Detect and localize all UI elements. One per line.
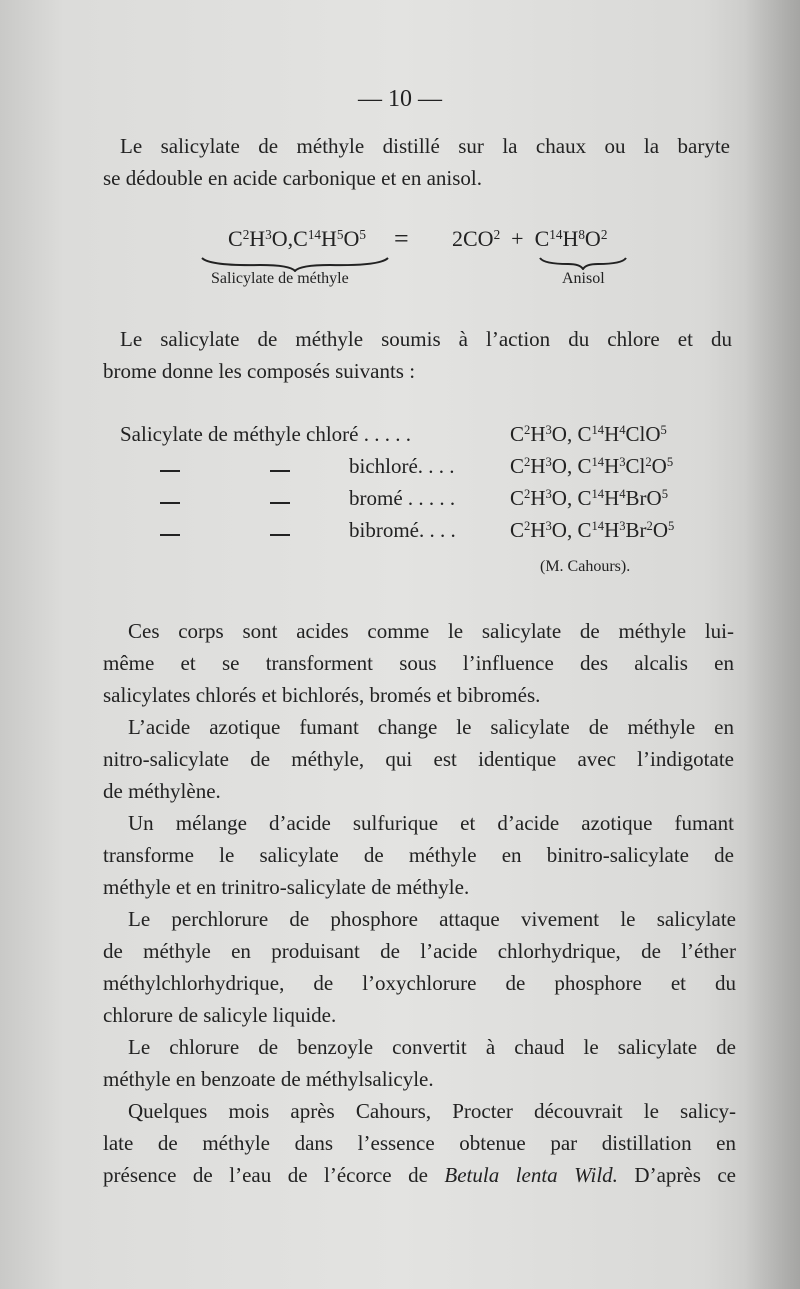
compound-formula: $C^2H^3O$, $C^{14}H^4BrO^5$ xyxy=(510,486,668,510)
para4-line-3: de méthylène. xyxy=(103,779,221,803)
para7-line-2: méthyle en benzoate de méthylsalicyle. xyxy=(103,1067,434,1091)
para8-line-3-start: présence de l’eau de l’écorce de xyxy=(103,1163,445,1187)
para5-line-2: transforme le salicylate de méthyle en binitro-salicylate de xyxy=(103,843,734,867)
ditto-mark xyxy=(270,520,310,552)
ditto-mark xyxy=(160,456,200,488)
para8-line-2: late de méthyle dans l’essence obtenue par distillation en xyxy=(103,1131,736,1155)
ditto-mark xyxy=(160,520,200,552)
para5-line-3: méthyle et en trinitro-salicylate de méthyle. xyxy=(103,875,470,899)
equation-equals: = xyxy=(394,224,409,253)
para3-line-1: Ces corps sont acides comme le salicylate de méthyle lui- xyxy=(128,619,734,643)
brace-right xyxy=(538,256,628,270)
para8-line-1: Quelques mois après Cahours, Procter découvrait le salicy- xyxy=(128,1099,736,1123)
equation-left: $C^2H^3O,C^{14}H^5O^5$ xyxy=(228,226,366,251)
para6-line-2: de méthyle en produisant de l’acide chlorhydrique, de l’éther xyxy=(103,939,736,963)
para3-line-3: salicylates chlorés et bichlorés, bromés et bibromés. xyxy=(103,683,541,707)
page-edge-shadow xyxy=(745,0,800,1289)
para7-line-1: Le chlorure de benzoyle convertit à chaud le salicylate de xyxy=(128,1035,736,1059)
para8-line-3-end: D’après ce xyxy=(617,1163,736,1187)
label-anisol: Anisol xyxy=(562,270,605,287)
para6-line-4: chlorure de salicyle liquide. xyxy=(103,1003,337,1027)
page-number: — 10 — xyxy=(358,86,442,112)
label-methyl-salicylate: Salicylate de méthyle xyxy=(211,270,349,287)
intro-line-2: se dédouble en acide carbonique et en anisol. xyxy=(103,166,483,190)
species-name: Betula lenta Wild. xyxy=(444,1163,618,1187)
source-citation: (M. Cahours). xyxy=(540,558,631,575)
compound-name: Salicylate de méthyle chloré . . . . . xyxy=(120,422,411,446)
compound-name: bromé . . . . . xyxy=(349,486,456,510)
para2-line-1: Le salicylate de méthyle soumis à l’action du chlore et du xyxy=(120,327,732,351)
para5-line-1: Un mélange d’acide sulfurique et d’acide azotique fumant xyxy=(128,811,734,835)
ditto-mark xyxy=(270,456,310,488)
para4-line-1: L’acide azotique fumant change le salicylate de méthyle en xyxy=(128,715,734,739)
para4-line-2: nitro-salicylate de méthyle, qui est identique avec l’indigotate xyxy=(103,747,734,771)
para6-line-1: Le perchlorure de phosphore attaque vivement le salicylate xyxy=(128,907,736,931)
compound-name: bichloré. . . . xyxy=(349,454,455,478)
intro-line-1: Le salicylate de méthyle distillé sur la chaux ou la baryte xyxy=(120,134,730,158)
compound-name: bibromé. . . . xyxy=(349,518,456,542)
equation-right: $2CO^2 + C^{14}H^8O^2$ xyxy=(452,226,608,251)
compound-formula: $C^2H^3O$, $C^{14}H^4ClO^5$ xyxy=(510,422,667,446)
para8-line-3 xyxy=(103,1159,736,1191)
ditto-mark xyxy=(160,488,200,520)
para2-line-2: brome donne les composés suivants : xyxy=(103,359,416,383)
compound-formula: $C^2H^3O$, $C^{14}H^3Cl^2O^5$ xyxy=(510,454,674,478)
compound-formula: $C^2H^3O$, $C^{14}H^3Br^2O^5$ xyxy=(510,518,675,542)
para6-line-3: méthylchlorhydrique, de l’oxychlorure de phosphore et du xyxy=(103,971,736,995)
para3-line-2: même et se transforment sous l’influence des alcalis en xyxy=(103,651,734,675)
ditto-mark xyxy=(270,488,310,520)
